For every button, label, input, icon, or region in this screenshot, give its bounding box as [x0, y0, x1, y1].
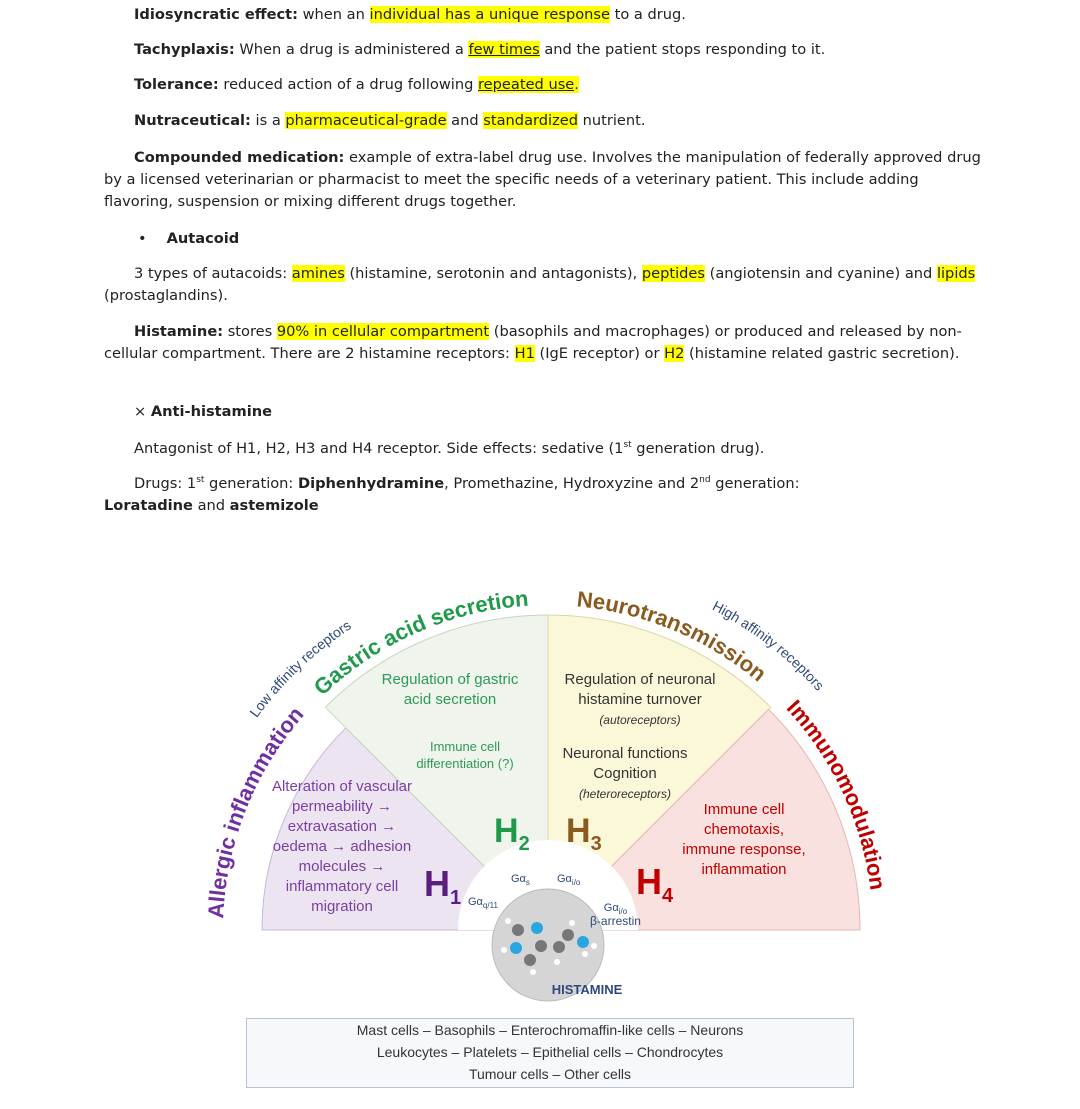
histamine-label: HISTAMINE [551, 982, 623, 997]
heading: Anti-histamine [150, 403, 272, 420]
sub: i/o [618, 907, 628, 917]
text: when an [297, 6, 370, 23]
sub: q/11 [482, 901, 498, 911]
text: When a drug is administered a [234, 41, 469, 58]
cell-types-line: Mast cells – Basophils – Enterochromaffin-like cells – Neurons [356, 1022, 744, 1038]
term: Tachyplaxis: [134, 41, 235, 58]
text: generation: [710, 475, 800, 492]
text: Gα [511, 873, 526, 885]
text: . [574, 76, 579, 93]
h1-function: Alteration of vascular permeability → extravasation → oedema → adhesion molecules → inflammatory cell migration [271, 778, 413, 915]
term: Compounded medication: [134, 149, 345, 166]
highlight: H1 [514, 345, 535, 362]
label-allergic-inflammation: Allergic inflammation [203, 701, 309, 920]
term: Idiosyncratic effect: [134, 6, 298, 23]
drug: astemizole [229, 497, 319, 514]
highlight: pharmaceutical-grade [285, 112, 447, 129]
sub: 3 [590, 832, 602, 855]
h4-g-protein [590, 902, 641, 929]
term: Nutraceutical: [134, 112, 251, 129]
text: (autoreceptors) [599, 713, 681, 727]
text: stores [223, 323, 277, 340]
cell-types-box [246, 1018, 854, 1088]
h1-receptor-label [424, 863, 462, 910]
text: and [446, 112, 484, 129]
sup: nd [699, 475, 711, 486]
text: (prostaglandins). [104, 287, 228, 304]
text: (heteroreceptors) [578, 787, 672, 801]
text: β-arrestin [590, 914, 641, 928]
highlight: few times [468, 41, 540, 58]
h2-function-2: Immune cell differentiation (?) [416, 739, 514, 771]
highlight: individual has a unique response [369, 6, 610, 23]
highlight: repeated use [478, 76, 575, 93]
text: nutrient. [577, 112, 646, 129]
drug: Loratadine [104, 497, 193, 514]
sub: i/o [571, 878, 581, 888]
h2-function-1: Regulation of gastric acid secretion [381, 671, 519, 708]
highlight: peptides [641, 265, 706, 282]
h4-function: Immune cell chemotaxis, immune response, inflammation [682, 801, 806, 878]
h3-receptor-label [566, 812, 602, 855]
bullet-icon: • [138, 230, 147, 247]
text: Gα [603, 902, 619, 914]
text: (angiotensin and cyanine) and [705, 265, 937, 282]
text: reduced action of a drug following [218, 76, 478, 93]
term: Tolerance: [134, 76, 219, 93]
text: and the patient stops responding to it. [539, 41, 826, 58]
text: Neuronal functions Cognition [562, 745, 688, 782]
text: example of extra-label drug use. Involves the manipulation of federally approved drug by a licensed veterinarian or pharmacist to meet the specific needs of a veterinary patient. This include adding flavoring, suspension or mixing different drugs together. [104, 149, 981, 210]
text: (basophils and macrophages) or produced and released by non-cellular compartment. There are 2 histamine receptors: [104, 323, 962, 362]
text: to a drug. [609, 6, 686, 23]
h: H [424, 863, 450, 904]
term: Histamine: [134, 323, 224, 340]
h1-g-protein [468, 895, 498, 909]
text: generation drug). [631, 440, 765, 457]
h3-g-protein [557, 872, 580, 886]
h2-receptor-label [494, 812, 530, 855]
sup: st [196, 475, 205, 486]
sub: 1 [450, 887, 462, 910]
text: generation: [204, 475, 298, 492]
cell-types-line: Leukocytes – Platelets – Epithelial cells – Chondrocytes [376, 1044, 724, 1060]
sup: st [623, 440, 632, 451]
text: and [192, 497, 230, 514]
text: Gα [468, 896, 483, 908]
label-low-affinity: Low affinity receptors [246, 616, 354, 721]
highlight: lipids [936, 265, 976, 282]
text: (histamine related gastric secretion). [684, 345, 960, 362]
label-neurotransmission: Neurotransmission [575, 586, 772, 687]
text: is a [250, 112, 286, 129]
label-immunomodulation: Immunomodulation [781, 694, 891, 892]
text: Drugs: 1 [134, 475, 197, 492]
h3-function-2 [550, 744, 700, 804]
text: (IgE receptor) or [534, 345, 665, 362]
cell-types-line: Tumour cells – Other cells [468, 1066, 632, 1082]
text: Regulation of neuronal histamine turnover [564, 671, 716, 708]
text: (histamine, serotonin and antagonists), [344, 265, 642, 282]
sub: s [525, 878, 530, 888]
drug: Diphenhydramine [297, 475, 445, 492]
sub: 2 [518, 832, 530, 855]
sub: 4 [662, 885, 674, 908]
h: H [566, 812, 591, 850]
h3-function-1 [550, 670, 730, 730]
text: 3 types of autacoids: [134, 265, 292, 282]
label-gastric-acid: Gastric acid secretion [308, 585, 530, 700]
text: Gα [557, 873, 572, 885]
h4-receptor-label [636, 861, 674, 908]
text: , Promethazine, Hydroxyzine and 2 [444, 475, 700, 492]
h: H [494, 812, 519, 850]
h: H [636, 861, 662, 902]
highlight: standardized [483, 112, 578, 129]
x-marker-icon: × [134, 403, 147, 420]
highlight: amines [291, 265, 345, 282]
label-high-affinity: High affinity receptors [710, 597, 828, 694]
h2-g-protein [511, 872, 530, 886]
highlight: 90% in cellular compartment [276, 323, 490, 340]
heading: Autacoid [166, 230, 240, 247]
highlight: H2 [664, 345, 685, 362]
text: Antagonist of H1, H2, H3 and H4 receptor. Side effects: sedative (1 [134, 440, 624, 457]
